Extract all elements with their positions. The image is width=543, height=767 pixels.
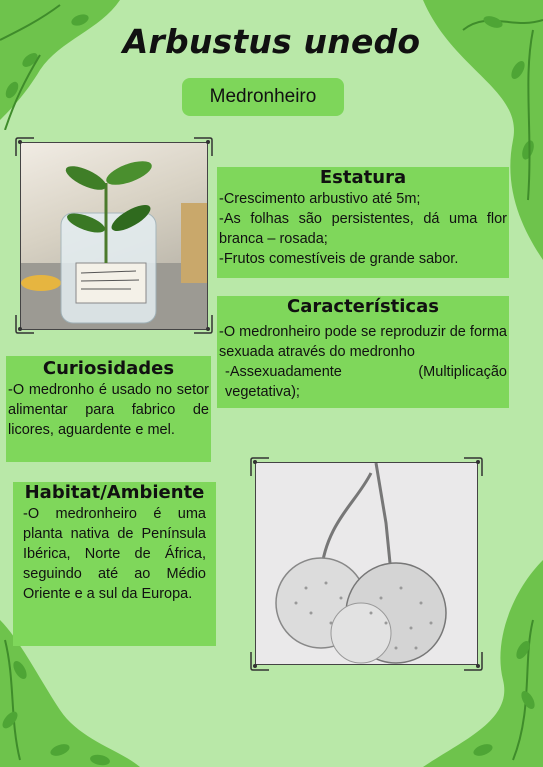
- plant-illustration: [21, 143, 207, 329]
- habitat-text: -O medronheiro é uma planta nativa de Península Ibérica, Norte de África, seguindo até ao Médio Oriente e a sul da Europa.: [23, 506, 206, 602]
- estatura-heading: Estatura: [319, 167, 407, 188]
- habitat-box: [13, 482, 216, 646]
- ornament-icon: [462, 650, 484, 672]
- curiosidades-box: [6, 356, 211, 462]
- estatura-line: -As folhas são persistentes, dá uma flor branca – rosada;: [219, 211, 507, 247]
- curiosidades-text: -O medronho é usado no setor alimentar para fabrico de licores, aguardente e mel.: [8, 382, 209, 438]
- caracteristicas-box: [217, 296, 509, 408]
- caracteristicas-line: -Assexuadamente (Multiplicação vegetativa);: [225, 364, 507, 400]
- caracteristicas-line: -O medronheiro pode se reproduzir de forma sexuada através do medronho: [219, 324, 507, 360]
- estatura-box: [217, 167, 509, 278]
- caracteristicas-heading: Características: [287, 296, 439, 317]
- fruit-sketch: [256, 463, 477, 664]
- estatura-line: -Frutos comestíveis de grande sabor.: [219, 251, 459, 267]
- leaf-decoration-top-left: [0, 0, 150, 130]
- ornament-icon: [192, 313, 214, 335]
- estatura-line: -Crescimento arbustivo até 5m;: [219, 191, 421, 207]
- page-title: Arbustus unedo: [122, 22, 421, 61]
- ornament-icon: [14, 313, 36, 335]
- ornament-icon: [192, 136, 214, 158]
- ornament-icon: [249, 456, 271, 478]
- ornament-icon: [249, 650, 271, 672]
- ornament-icon: [462, 456, 484, 478]
- fruit-drawing: [255, 462, 478, 665]
- plant-photo: [20, 142, 208, 330]
- curiosidades-heading: Curiosidades: [42, 358, 175, 379]
- ornament-icon: [14, 136, 36, 158]
- subtitle-badge: Medronheiro: [182, 78, 344, 116]
- habitat-heading: Habitat/Ambiente: [24, 482, 205, 503]
